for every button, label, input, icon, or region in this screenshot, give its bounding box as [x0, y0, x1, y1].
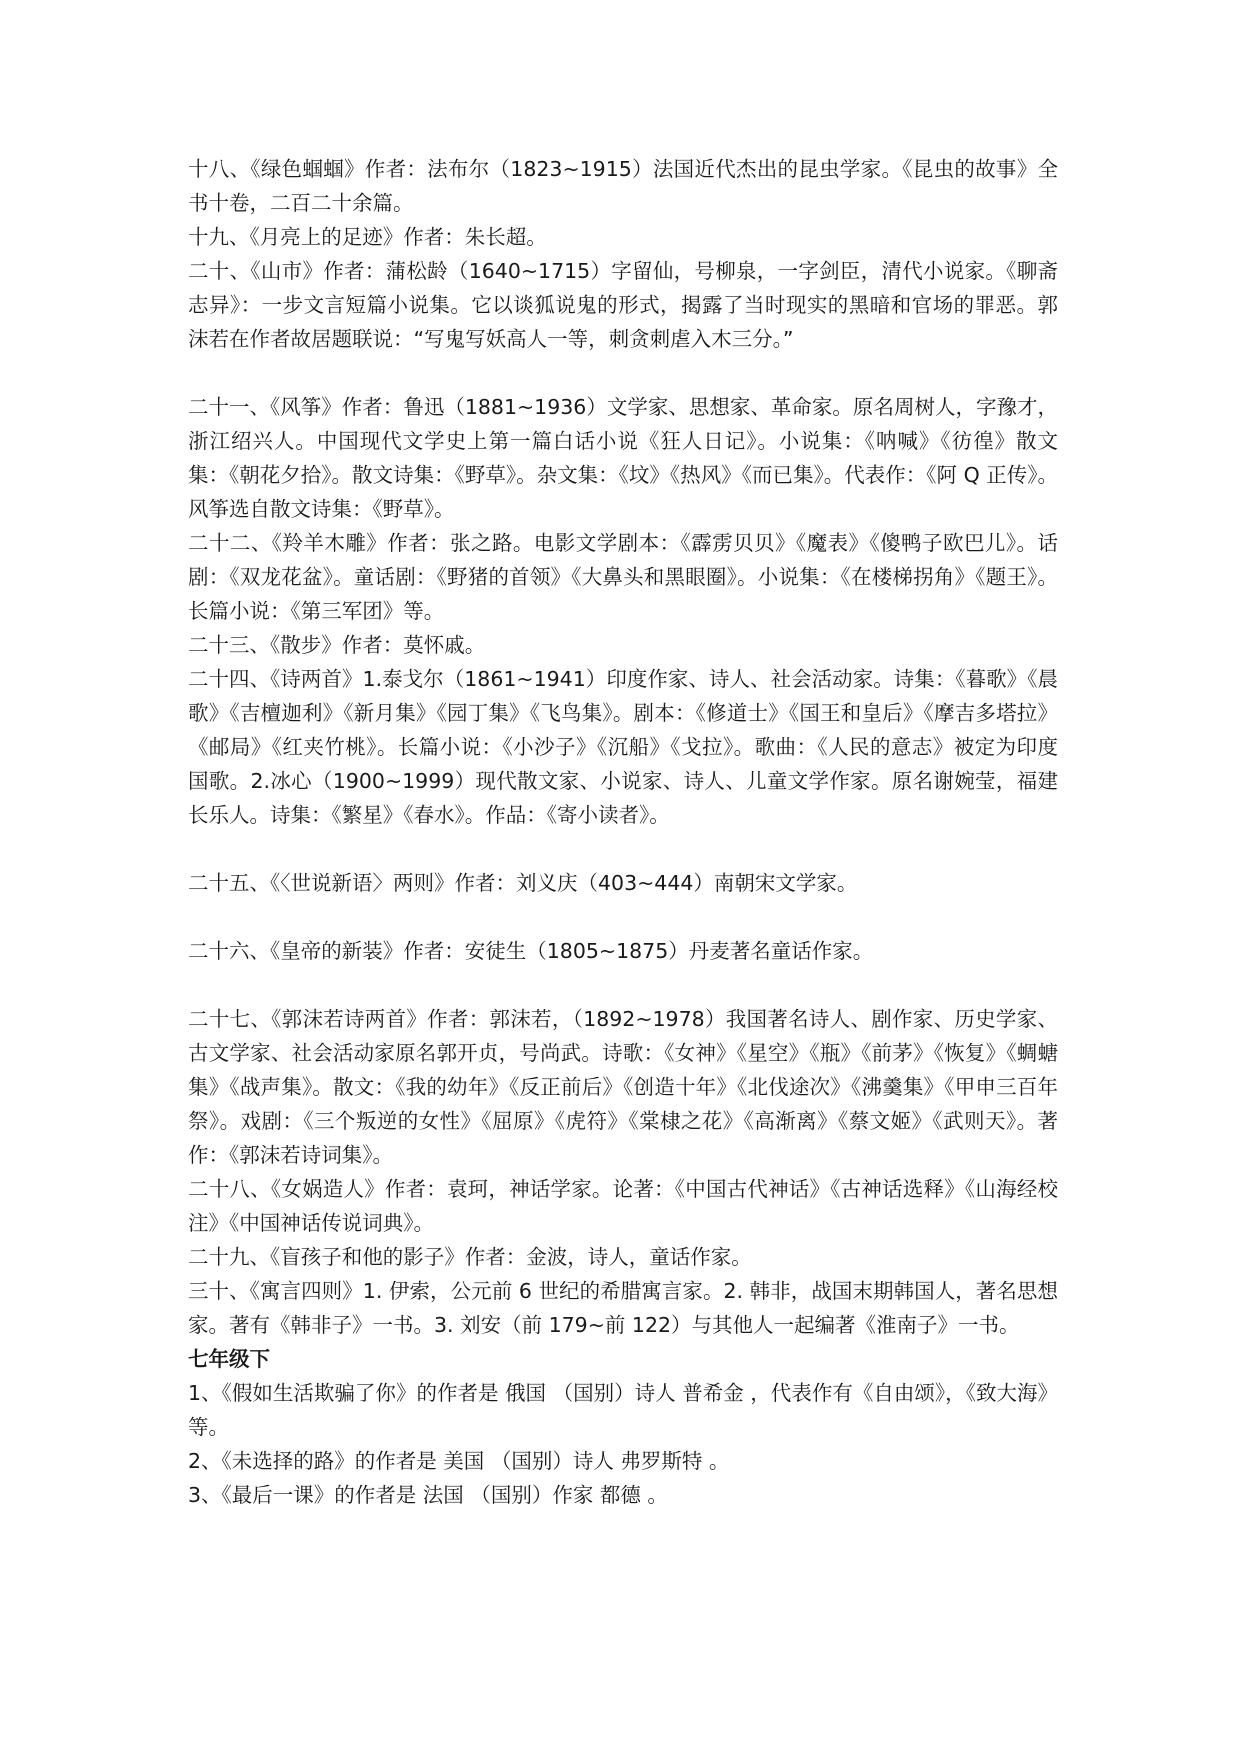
blank-line	[188, 968, 1058, 1002]
entry-30: 三十、《寓言四则》1. 伊索，公元前 6 世纪的希腊寓言家。2. 韩非，战国末期韩国人，著名思想家。著有《韩非子》一书。3. 刘安（前 179~前 122）与其他人一起编著《淮南子》一书。	[188, 1279, 1058, 1337]
entry-27: 二十七、《郭沫若诗两首》作者：郭沫若，（1892~1978）我国著名诗人、剧作家、历史学家、古文学家、社会活动家原名郭开贞，号尚武。诗歌：《女神》《星空》《瓶》《前茅》《恢复》《蜩螗集》《战声集》。散文：《我的幼年》《反正前后》《创造十年》《北伐途次》《沸羹集》《甲申三百年祭》。戏剧：《三个叛逆的女性》《屈原》《虎符》《棠棣之花》《高渐离》《蔡文姬》《武则天》。著作：《郭沫若诗词集》。	[188, 1007, 1058, 1167]
entry-24: 二十四、《诗两首》1.泰戈尔（1861~1941）印度作家、诗人、社会活动家。诗集：《暮歌》《晨歌》《吉檀迦利》《新月集》《园丁集》《飞鸟集》。剧本：《修道士》《国王和皇后》《摩吉多塔拉》《邮局》《红夹竹桃》。长篇小说：《小沙子》《沉船》《戈拉》。歌曲：《人民的意志》被定为印度国歌。2.冰心（1900~1999）现代散文家、小说家、诗人、儿童文学作家。原名谢婉莹，福建长乐人。诗集：《繁星》《春水》。作品：《寄小读者》。	[188, 667, 1058, 827]
entry-29: 二十九、《盲孩子和他的影子》作者：金波，诗人，童话作家。	[188, 1245, 752, 1269]
blank-line	[188, 832, 1058, 866]
entry-19: 十九、《月亮上的足迹》作者：朱长超。	[188, 225, 547, 249]
entry-20: 二十、《山市》作者：蒲松龄（1640~1715）字留仙，号柳泉，一字剑臣，清代小说家。《聊斋志异》：一步文言短篇小说集。它以谈狐说鬼的形式，揭露了当时现实的黑暗和官场的罪恶。郭沫若在作者故居题联说：“写鬼写妖高人一等，刺贪刺虐入木三分。”	[188, 259, 1058, 351]
entry-23: 二十三、《散步》作者：莫怀戚。	[188, 633, 486, 657]
document-body	[188, 152, 1058, 1512]
blank-line	[188, 356, 1058, 390]
blank-line	[188, 900, 1058, 934]
entry-21: 二十一、《风筝》作者：鲁迅（1881~1936）文学家、思想家、革命家。原名周树人，字豫才，浙江绍兴人。中国现代文学史上第一篇白话小说《狂人日记》。小说集：《呐喊》《彷徨》散文集：《朝花夕拾》。散文诗集：《野草》。杂文集：《坟》《热风》《而已集》。代表作：《阿 Q 正传》。风筝选自散文诗集：《野草》。	[188, 395, 1058, 521]
entry-22: 二十二、《羚羊木雕》作者：张之路。电影文学剧本：《霹雳贝贝》《魔表》《傻鸭子欧巴儿》。话剧：《双龙花盆》。童话剧：《野猪的首领》《大鼻头和黑眼圈》。小说集：《在楼梯拐角》《题王》。长篇小说：《第三军团》等。	[188, 531, 1058, 623]
entry-28: 二十八、《女娲造人》作者：袁珂，神话学家。论著：《中国古代神话》《古神话选释》《山海经校注》《中国神话传说词典》。	[188, 1177, 1058, 1235]
entry-26: 二十六、《皇帝的新装》作者：安徒生（1805~1875）丹麦著名童话作家。	[188, 939, 874, 963]
section-heading: 七年级下	[188, 1347, 270, 1371]
question-2: 2、《未选择的路》的作者是 美国 （国别）诗人 弗罗斯特 。	[188, 1449, 730, 1473]
entry-25: 二十五、《〈世说新语〉两则》作者：刘义庆（403~444）南朝宋文学家。	[188, 871, 858, 895]
question-3: 3、《最后一课》的作者是 法国 （国别）作家 都德 。	[188, 1483, 668, 1507]
question-1: 1、《假如生活欺骗了你》的作者是 俄国 （国别）诗人 普希金 ，代表作有《自由颂》，《致大海》等。	[188, 1381, 1058, 1439]
entry-18: 十八、《绿色蝈蝈》作者：法布尔（1823~1915）法国近代杰出的昆虫学家。《昆虫的故事》全书十卷，二百二十余篇。	[188, 157, 1058, 215]
